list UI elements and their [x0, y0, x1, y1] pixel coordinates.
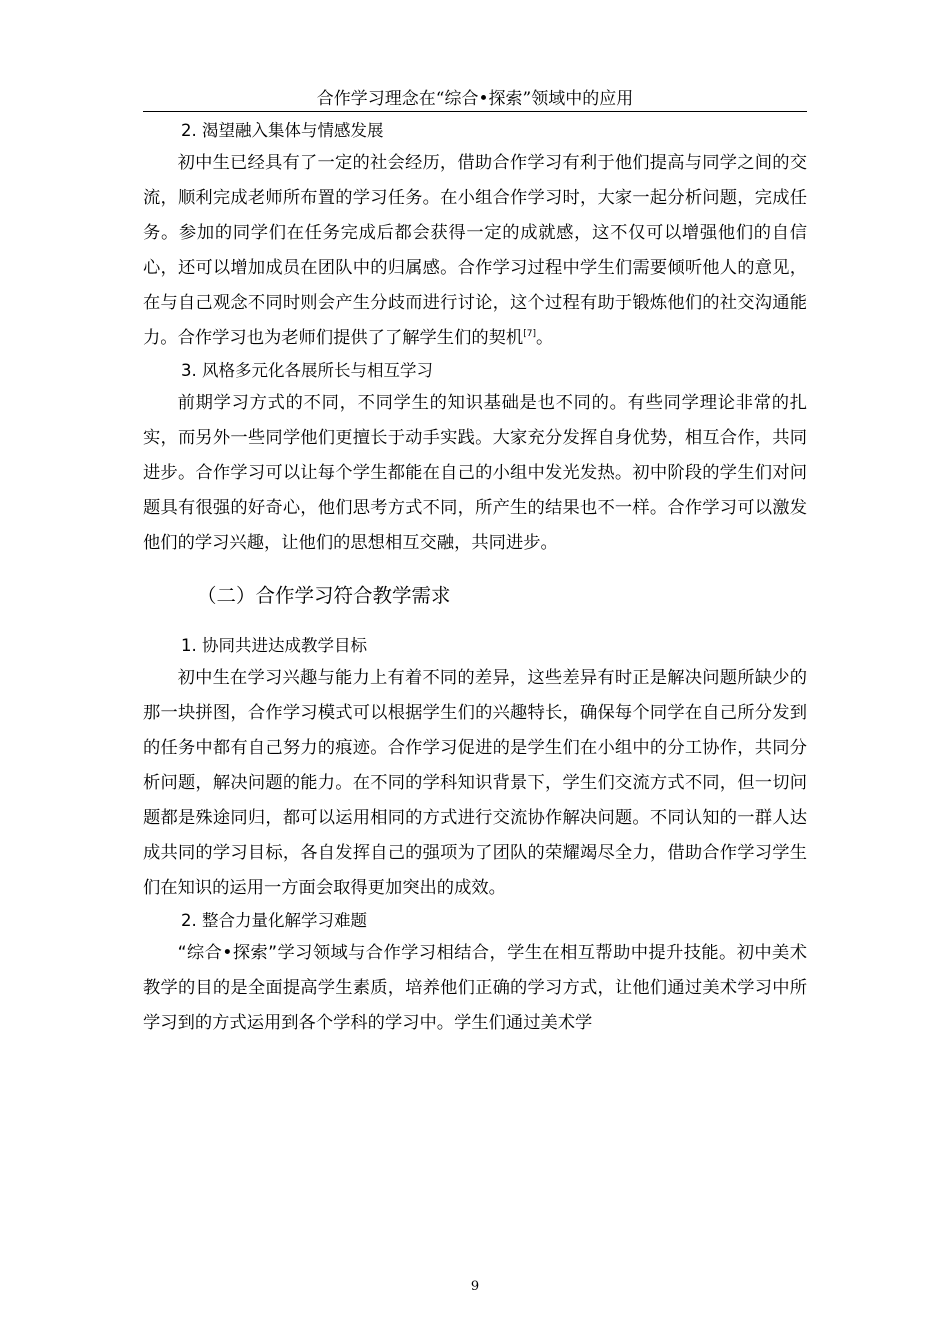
part-heading-2: （二）合作学习符合教学需求 — [197, 584, 451, 607]
subsection-2-paragraph: “综合•探索”学习领域与合作学习相结合，学生在相互帮助中提升技能。初中美术教学的目的是全面提高学生素质，培养他们正确的学习方式，让他们通过美术学习中所学习到的方式运用到各个学科的学习中。学生们通过美术学 — [143, 943, 807, 1033]
section-2-period: 。 — [535, 328, 554, 348]
section-2-text: 初中生已经具有了一定的社会经历，借助合作学习有利于他们提高与同学之间的交流，顺利完成老师所布置的学习任务。在小组合作学习时，大家一起分析问题，完成任务。参加的同学们在任务完成后都会获得一定的成就感，这不仅可以增强他们的自信心，还可以增加成员在团队中的归属感。合作学习过程中学生们需要倾听他人的意见，在与自己观念不同时则会产生分歧而进行讨论，这个过程有助于锻炼他们的社交沟通能力。合作学习也为老师们提供了了解学生们的契机 — [143, 153, 807, 348]
section-3-paragraph: 前期学习方式的不同，不同学生的知识基础是也不同的。有些同学理论非常的扎实，而另外一些同学他们更擅长于动手实践。大家充分发挥自身优势，相互合作，共同进步。合作学习可以让每个学生都能在自己的小组中发光发热。初中阶段的学生们对问题具有很强的好奇心，他们思考方式不同，所产生的结果也不一样。合作学习可以激发他们的学习兴趣，让他们的思想相互交融，共同进步。 — [143, 393, 807, 553]
section-heading-2: 2. 渴望融入集体与情感发展 — [181, 121, 384, 140]
section-heading-3: 3. 风格多元化各展所长与相互学习 — [181, 361, 433, 380]
citation-7: [7] — [523, 329, 536, 340]
subsection-1-paragraph: 初中生在学习兴趣与能力上有着不同的差异，这些差异有时正是解决问题所缺少的那一块拼图，合作学习模式可以根据学生们的兴趣特长，确保每个同学在自己所分发到的任务中都有自己努力的痕迹。合作学习促进的是学生们在小组中的分工协作，共同分析问题，解决问题的能力。在不同的学科知识背景下，学生们交流方式不同，但一切问题都是殊途同归，都可以运用相同的方式进行交流协作解决问题。不同认知的一群人达成共同的学习目标，各自发挥自己的强项为了团队的荣耀竭尽全力，借助合作学习学生们在知识的运用一方面会取得更加突出的成效。 — [143, 668, 807, 898]
page-number: 9 — [470, 1279, 480, 1294]
subsection-heading-2: 2. 整合力量化解学习难题 — [181, 911, 367, 930]
main-content — [143, 116, 807, 1041]
subsection-heading-1: 1. 协同共进达成教学目标 — [181, 636, 367, 655]
running-header: 合作学习理念在“综合•探索”领域中的应用 — [143, 88, 807, 112]
section-2-paragraph — [143, 146, 807, 356]
